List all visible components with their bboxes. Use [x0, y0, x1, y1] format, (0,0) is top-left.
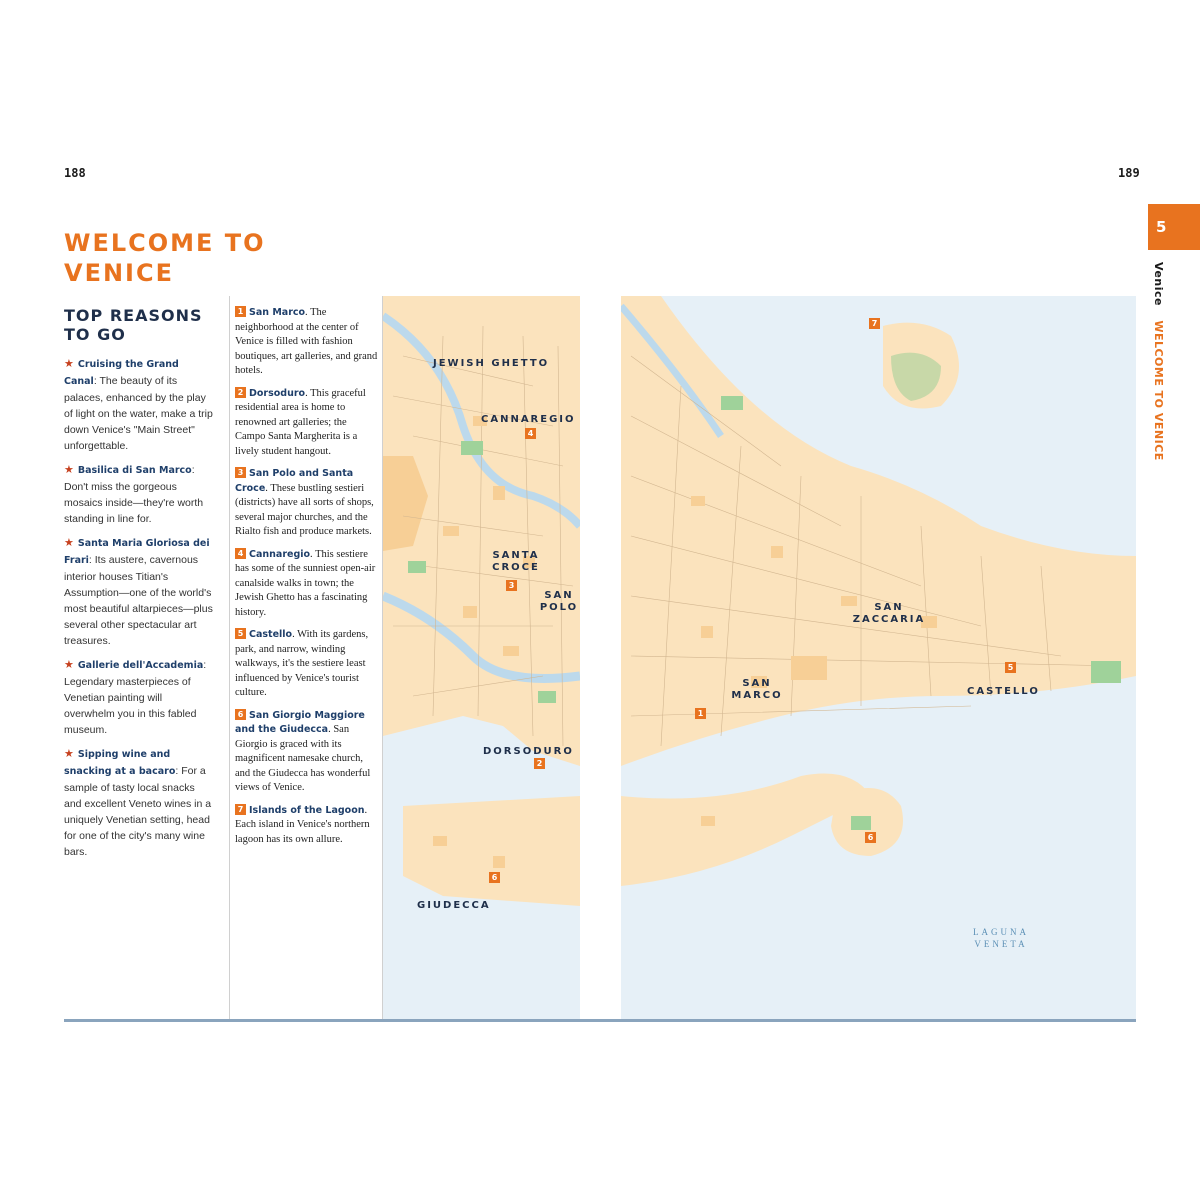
sestiere-head: Castello — [249, 629, 293, 640]
map-label-san-marco: SAN MARCO — [731, 678, 783, 701]
top-reason-head: Cruising the Grand Canal — [64, 359, 179, 387]
sestiere-item — [235, 387, 378, 460]
top-reasons-title: TOP REASONS TO GO — [64, 306, 203, 344]
map-label-dorsoduro: DORSODURO — [483, 746, 574, 757]
sestiere-text: . This graceful residential area is home to renowned art galleries; the Campo Santa Margherita is a lively student hangout. — [235, 387, 366, 457]
bottom-rule — [64, 1019, 1136, 1022]
top-reason-text: : Legendary masterpieces of Venetian painting will overwhelm you in this fabled museum. — [64, 659, 207, 736]
map-label-san-polo: SAN POLO — [539, 590, 579, 613]
running-head — [1152, 262, 1165, 461]
sestiere-item — [235, 467, 378, 540]
map-pin-4: 4 — [525, 428, 536, 439]
sestiere-item — [235, 548, 378, 621]
map-label-giudecca: GIUDECCA — [417, 900, 491, 911]
sestiere-text: . Each island in Venice's northern lagoon has its own allure. — [235, 804, 370, 845]
running-head-book: Venice — [1152, 262, 1165, 306]
map-label-cannaregio: CANNAREGIO — [481, 414, 576, 425]
top-reason-item — [64, 657, 214, 738]
top-reason-item — [64, 356, 214, 454]
top-reason-head: Basilica di San Marco — [77, 465, 192, 476]
sestiere-number-badge: 1 — [235, 306, 246, 317]
sestiere-item — [235, 628, 378, 701]
sestiere-text: . With its gardens, park, and narrow, winding walkways, it's the sestiere least influenced by Venice's tourist culture. — [235, 629, 369, 698]
page-title — [64, 228, 324, 288]
page-number-right: 189 — [1118, 166, 1140, 180]
top-reasons-column — [64, 296, 214, 868]
sestieri-column — [235, 296, 378, 853]
map-west — [383, 296, 580, 1020]
star-icon: ★ — [64, 748, 74, 760]
sestiere-text: . These bustling sestieri (districts) have all sorts of shops, several major churches, and the Rialto fish and produce markets. — [235, 482, 374, 537]
column-divider — [229, 296, 230, 1020]
top-reason-text: : The beauty of its palaces, enhanced by the play of light on the water, make a trip down Venice's "Main Street" unforgettable. — [64, 375, 213, 452]
top-reasons-list — [64, 356, 214, 860]
star-icon: ★ — [64, 537, 74, 549]
sestiere-item — [235, 804, 378, 848]
sestiere-head: Dorsoduro — [249, 387, 306, 399]
map-pin-6-east: 6 — [865, 832, 876, 843]
map-east-graphic — [621, 296, 1136, 1020]
top-reason-head: Santa Maria Gloriosa dei Frari — [64, 538, 210, 566]
map-east — [621, 296, 1136, 1020]
top-reason-head: Sipping wine and snacking at a bacaro — [64, 749, 176, 777]
sestiere-number-badge: 2 — [235, 387, 246, 398]
map-pin-2: 2 — [534, 758, 545, 769]
map-pin-1: 1 — [695, 708, 706, 719]
page-title-line1: WELCOME TO — [64, 229, 266, 257]
top-reason-item — [64, 462, 214, 527]
sestiere-head: San Giorgio Maggiore and the Giudecca — [235, 709, 365, 735]
sestiere-text: . San Giorgio is graced with its magnificent namesake church, and the Giudecca has wonderful views of Venice. — [235, 724, 371, 793]
sestiere-number-badge: 5 — [235, 628, 246, 639]
top-reason-item — [64, 746, 214, 860]
map-label-laguna-veneta: LAGUNA VENETA — [973, 927, 1029, 949]
sestiere-number-badge: 4 — [235, 548, 246, 559]
sestiere-item — [235, 306, 378, 379]
top-reason-item — [64, 535, 214, 649]
map-label-san-zaccaria: SAN ZACCARIA — [852, 602, 926, 625]
map-pin-3: 3 — [506, 580, 517, 591]
map-pin-6: 6 — [489, 872, 500, 883]
map-label-castello: CASTELLO — [967, 686, 1040, 697]
sestiere-number-badge: 7 — [235, 804, 246, 815]
page-title-line2: VENICE — [64, 259, 174, 287]
top-reason-text: : Don't miss the gorgeous mosaics inside—they're worth standing in line for. — [64, 464, 204, 525]
chapter-tab: 5 — [1148, 204, 1200, 250]
top-reason-head: Gallerie dell'Accademia — [77, 660, 204, 671]
map-pin-7: 7 — [869, 318, 880, 329]
star-icon: ★ — [64, 659, 74, 671]
sestiere-text: . This sestiere has some of the sunniest open-air canalside walks in town; the Jewish Ghetto has a fascinating history. — [235, 548, 376, 618]
top-reason-text: : Its austere, cavernous interior houses Titian's Assumption—one of the world's most beautiful altarpieces—plus several other spectacular art treasures. — [64, 554, 213, 647]
sestiere-head: Islands of the Lagoon — [249, 804, 365, 816]
top-reason-text: : For a sample of tasty local snacks and excellent Veneto wines in a uniquely Venetian setting, head for one of the city's many wine bars. — [64, 765, 212, 858]
star-icon: ★ — [64, 464, 74, 476]
map-label-jewish-ghetto: JEWISH GHETTO — [433, 358, 550, 369]
map-pin-5: 5 — [1005, 662, 1016, 673]
sestiere-head: San Marco — [249, 307, 306, 318]
page-number-left: 188 — [64, 166, 86, 180]
sestiere-item — [235, 709, 378, 796]
sestiere-head: Cannaregio — [249, 548, 311, 560]
sestiere-text: . The neighborhood at the center of Venice is filled with fashion boutiques, art galleries, and grand hotels. — [235, 307, 378, 376]
sestiere-number-badge: 3 — [235, 467, 246, 478]
star-icon: ★ — [64, 358, 74, 370]
map-label-santa-croce: SANTA CROCE — [492, 550, 540, 573]
sestiere-number-badge: 6 — [235, 709, 246, 720]
sestiere-head: San Polo and Santa Croce — [235, 468, 354, 494]
running-head-section: WELCOME TO VENICE — [1152, 320, 1165, 461]
